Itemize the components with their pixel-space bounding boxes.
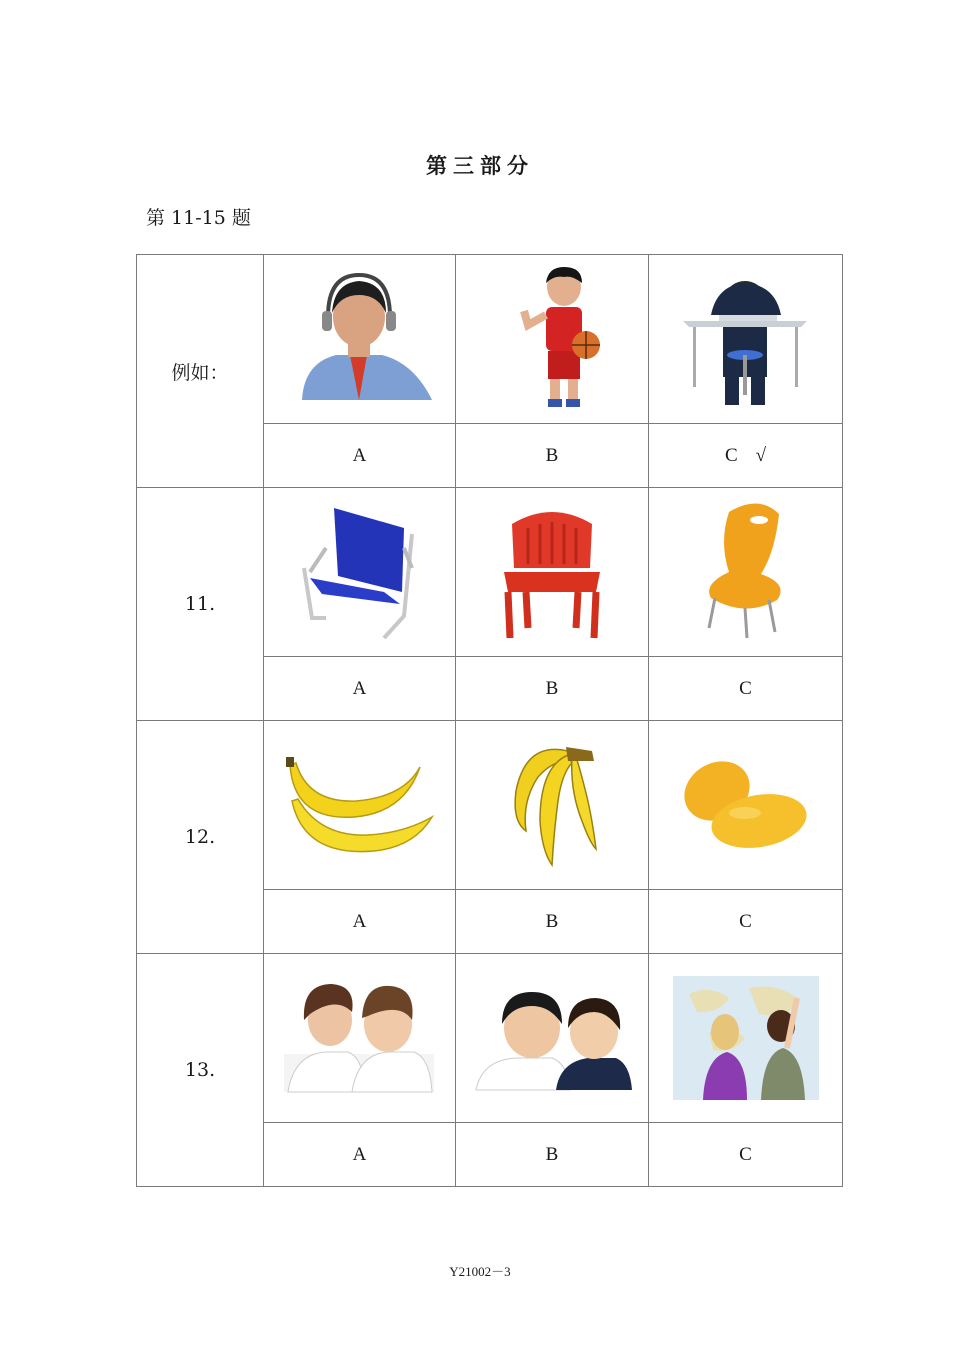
option-label: A: [264, 424, 456, 488]
option-label: B: [456, 424, 649, 488]
option-label: A: [264, 1123, 456, 1187]
option-label: C: [649, 890, 843, 954]
girl-whispering-image: [264, 954, 456, 1123]
page-title: 第三部分: [426, 153, 534, 178]
table-row: [137, 954, 843, 1123]
table-row: [137, 721, 843, 890]
option-label: A: [264, 657, 456, 721]
smiling-children-image: [456, 954, 649, 1123]
section-subtitle: 第 11-15 题: [146, 207, 251, 229]
mangoes-image: [649, 721, 843, 890]
option-label: A: [264, 890, 456, 954]
option-label-with-check: [649, 424, 843, 488]
row-label: 12.: [137, 721, 264, 954]
two-bananas-image: [264, 721, 456, 890]
option-label: C: [724, 444, 738, 466]
option-label: B: [456, 890, 649, 954]
man-sleeping-desk-image: [649, 255, 843, 424]
option-label: C: [649, 1123, 843, 1187]
option-label: C: [649, 657, 843, 721]
boy-basketball-image: [456, 255, 649, 424]
orange-chair-image: [649, 488, 843, 657]
row-label: 例如：: [137, 255, 264, 488]
question-table: [136, 254, 843, 1187]
option-label: B: [456, 657, 649, 721]
check-mark: √: [755, 444, 767, 466]
row-label: 11.: [137, 488, 264, 721]
red-plastic-chair-image: [456, 488, 649, 657]
man-headphones-image: [264, 255, 456, 424]
table-row: [137, 255, 843, 424]
option-label: B: [456, 1123, 649, 1187]
children-map-image: [649, 954, 843, 1123]
row-label: 13.: [137, 954, 264, 1187]
page-footer-code: Y21002－3: [449, 1264, 511, 1279]
blue-chair-image: [264, 488, 456, 657]
table-row: [137, 488, 843, 657]
banana-bunch-image: [456, 721, 649, 890]
